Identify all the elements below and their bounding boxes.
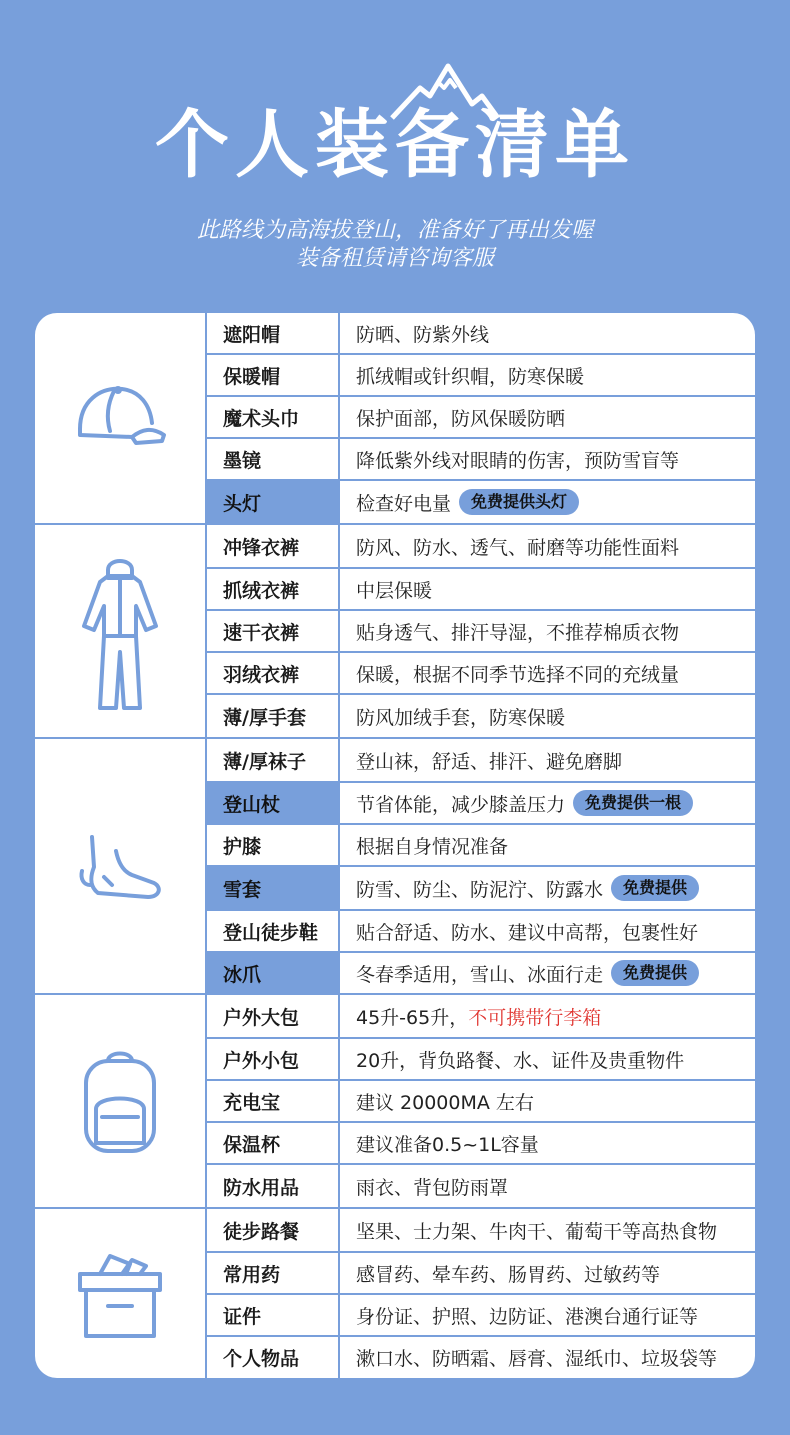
free-badge: 免费提供一根 [573, 790, 693, 816]
group-head [35, 313, 755, 525]
item-name: 羽绒衣裤 [205, 653, 340, 693]
list-item [205, 1337, 755, 1378]
list-item [205, 313, 755, 355]
item-desc: 保护面部，防风保暖防晒 [356, 407, 566, 430]
list-item [205, 525, 755, 569]
list-item [205, 1123, 755, 1165]
list-item [205, 953, 755, 995]
item-desc: 降低紫外线对眼睛的伤害，预防雪盲等 [356, 449, 680, 472]
list-item [205, 397, 755, 439]
item-desc: 登山袜，舒适、排汗、避免磨脚 [356, 750, 623, 773]
item-desc: 根据自身情况准备 [356, 835, 509, 858]
item-name: 常用药 [205, 1253, 340, 1293]
item-desc: 20升，背负路餐、水、证件及贵重物件 [356, 1049, 685, 1072]
header [0, 0, 790, 300]
box-icon [70, 1244, 170, 1344]
backpack-icon [70, 1047, 170, 1157]
free-badge: 免费提供 [611, 875, 699, 901]
item-name: 保温杯 [205, 1123, 340, 1163]
foot-icon [70, 827, 170, 907]
list-item [205, 695, 755, 739]
item-desc: 雨衣、背包防雨罩 [356, 1176, 509, 1199]
checklist-card [35, 313, 755, 1378]
list-item [205, 739, 755, 783]
item-desc: 保暖，根据不同季节选择不同的充绒量 [356, 663, 680, 686]
list-item [205, 611, 755, 653]
page-title: 个人装备清单 [155, 102, 635, 188]
list-item [205, 867, 755, 911]
item-name: 户外小包 [205, 1039, 340, 1079]
item-name: 抓绒衣裤 [205, 569, 340, 609]
item-desc: 建议准备0.5~1L容量 [356, 1133, 539, 1156]
list-item [205, 1165, 755, 1209]
item-name: 徒步路餐 [205, 1209, 340, 1251]
list-item [205, 1039, 755, 1081]
item-desc: 冬春季适用，雪山、冰面行走 免费提供 [340, 953, 755, 993]
list-item [205, 439, 755, 481]
item-desc: 坚果、士力架、牛肉干、葡萄干等高热食物 [356, 1220, 718, 1243]
item-desc: 抓绒帽或针织帽，防寒保暖 [356, 365, 585, 388]
free-badge: 免费提供头灯 [459, 489, 579, 515]
item-name: 墨镜 [205, 439, 340, 479]
free-badge: 免费提供 [611, 960, 699, 986]
item-desc: 身份证、护照、边防证、港澳台通行证等 [356, 1305, 699, 1328]
item-desc: 建议 20000MA 左右 [356, 1091, 534, 1114]
item-desc: 节省体能，减少膝盖压力 免费提供一根 [340, 783, 755, 823]
list-item [205, 653, 755, 695]
list-item [205, 1253, 755, 1295]
subtitle-line1: 此路线为高海拔登山，准备好了再出发喔 [196, 218, 593, 243]
list-item [205, 825, 755, 867]
item-desc: 防晒、防紫外线 [356, 323, 490, 346]
group-feet [35, 739, 755, 995]
item-name: 薄/厚袜子 [205, 739, 340, 781]
item-name: 护膝 [205, 825, 340, 865]
item-name: 冰爪 [205, 953, 340, 993]
item-desc: 检查好电量 免费提供头灯 [340, 481, 755, 523]
item-name: 证件 [205, 1295, 340, 1335]
list-item [205, 783, 755, 825]
group-clothes [35, 525, 755, 739]
warning-text: 不可携带行李箱 [468, 1006, 602, 1029]
list-item [205, 911, 755, 953]
item-name: 户外大包 [205, 995, 340, 1037]
list-item [205, 995, 755, 1039]
item-desc: 贴合舒适、防水、建议中高帮，包裹性好 [356, 921, 699, 944]
item-desc: 45升-65升， 不可携带行李箱 [340, 995, 755, 1037]
list-item [205, 569, 755, 611]
item-name: 登山徒步鞋 [205, 911, 340, 951]
item-name: 魔术头巾 [205, 397, 340, 437]
list-item [205, 1209, 755, 1253]
item-name: 登山杖 [205, 783, 340, 823]
item-name: 冲锋衣裤 [205, 525, 340, 567]
cap-icon [70, 379, 170, 459]
item-desc: 防风、防水、透气、耐磨等功能性面料 [356, 536, 680, 559]
item-desc: 中层保暖 [356, 579, 433, 602]
item-desc: 漱口水、防晒霜、唇膏、湿纸巾、垃圾袋等 [356, 1348, 718, 1370]
item-name: 头灯 [205, 481, 340, 523]
item-name: 雪套 [205, 867, 340, 909]
item-desc: 感冒药、晕车药、肠胃药、过敏药等 [356, 1263, 661, 1286]
item-name: 保暖帽 [205, 355, 340, 395]
item-desc: 贴身透气、排汗导湿，不推荐棉质衣物 [356, 621, 680, 644]
subtitle-line2: 装备租赁请咨询客服 [295, 246, 494, 271]
group-misc [35, 1209, 755, 1378]
item-name: 速干衣裤 [205, 611, 340, 651]
item-name: 充电宝 [205, 1081, 340, 1121]
list-item [205, 1081, 755, 1123]
list-item [205, 1295, 755, 1337]
item-name: 防水用品 [205, 1165, 340, 1207]
list-item [205, 355, 755, 397]
item-name: 遮阳帽 [205, 313, 340, 353]
clothes-icon [70, 552, 170, 712]
list-item [205, 481, 755, 525]
item-name: 薄/厚手套 [205, 695, 340, 737]
item-desc: 防风加绒手套，防寒保暖 [356, 706, 566, 729]
item-name: 个人物品 [205, 1337, 340, 1378]
item-desc: 防雪、防尘、防泥泞、防露水 免费提供 [340, 867, 755, 909]
group-bags [35, 995, 755, 1209]
